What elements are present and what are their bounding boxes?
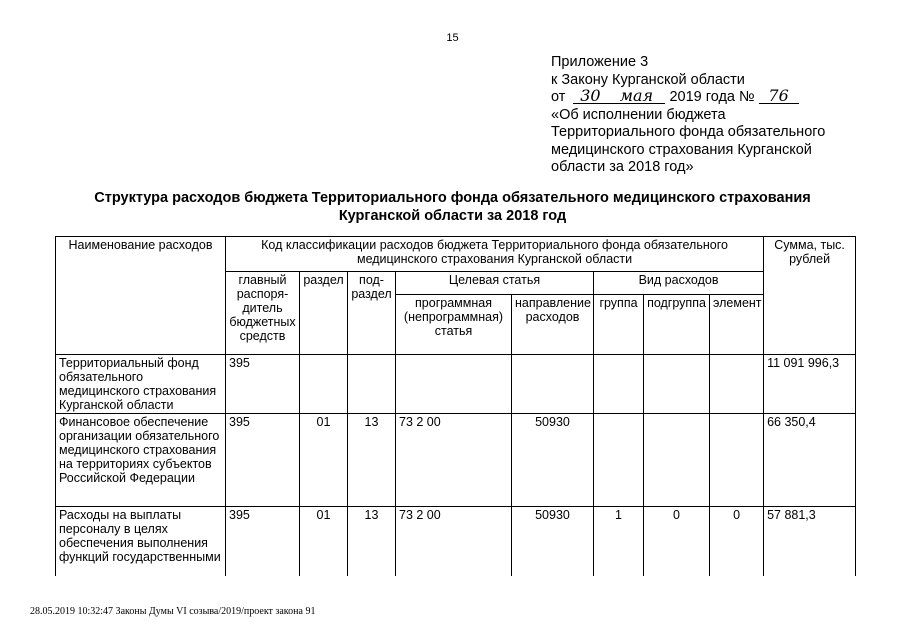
appendix-block: [551, 54, 891, 177]
footer-stamp: 28.05.2019 10:32:47 Законы Думы VI созыва/2019/проект закона 91: [30, 606, 316, 617]
cell-element: 0: [710, 506, 764, 576]
cell-program: 73 2 00: [396, 506, 512, 576]
cell-sum: 66 350,4: [764, 413, 856, 506]
header-target-article: Целевая статья: [396, 272, 594, 295]
appendix-line: «Об исполнении бюджета: [551, 106, 726, 123]
title-line: Структура расходов бюджета Территориального фонда обязательного медицинского страхования: [94, 190, 811, 206]
cell-sum: 11 091 996,3: [764, 354, 856, 413]
cell-subgroup: 0: [644, 506, 710, 576]
cell-group: 1: [594, 506, 644, 576]
cell-group: [594, 354, 644, 413]
header-name: Наименование расходов: [56, 237, 226, 355]
cell-subsection: 13: [348, 506, 396, 576]
cell-element: [710, 413, 764, 506]
cell-name: Финансовое обеспечение организации обязательного медицинского страхования на территориях субъектов Российской Федерации: [56, 413, 226, 506]
cell-subsection: 13: [348, 413, 396, 506]
cell-section: 01: [300, 506, 348, 576]
cell-subsection: [348, 354, 396, 413]
header-sum: Сумма, тыс. рублей: [764, 237, 856, 355]
cell-manager: 395: [226, 506, 300, 576]
cell-element: [710, 354, 764, 413]
cell-program: 73 2 00: [396, 413, 512, 506]
cell-section: 01: [300, 413, 348, 506]
header-group: группа: [594, 294, 644, 354]
header-element: элемент: [710, 294, 764, 354]
appendix-line: Приложение 3: [551, 54, 649, 70]
page-number: 15: [446, 32, 459, 44]
header-expense-type: Вид расходов: [594, 272, 764, 295]
document-title: [40, 189, 865, 225]
header-subgroup: подгруппа: [644, 294, 710, 354]
header-main-manager: главный распоря-дитель бюджетных средств: [226, 272, 300, 354]
header-section: раздел: [300, 272, 348, 354]
appendix-date-line: [551, 86, 891, 107]
cell-name: Территориальный фонд обязательного медицинского страхования Курганской области: [56, 354, 226, 413]
table-row: [56, 413, 856, 506]
header-program: программная (непрограммная) статья: [396, 294, 512, 354]
date-prefix: от: [551, 89, 566, 105]
cell-direction: 50930: [512, 413, 594, 506]
date-year: 2019 года №: [669, 89, 755, 105]
header-direction: направление расходов: [512, 294, 594, 354]
header-subsection: под-раздел: [348, 272, 396, 354]
header-classification: Код классификации расходов бюджета Территориального фонда обязательного медицинского страхования Курганской области: [226, 237, 764, 272]
appendix-line: Территориального фонда обязательного: [551, 124, 826, 140]
expenses-table: [55, 236, 856, 576]
table-row: [56, 354, 856, 413]
cell-sum: 57 881,3: [764, 506, 856, 576]
cell-direction: [512, 354, 594, 413]
cell-manager: 395: [226, 413, 300, 506]
appendix-line: области за 2018 год»: [551, 159, 694, 175]
cell-subgroup: [644, 413, 710, 506]
cell-group: [594, 413, 644, 506]
handwritten-day: 30: [573, 89, 607, 104]
title-line: Курганской области за 2018 год: [338, 208, 567, 224]
cell-section: [300, 354, 348, 413]
handwritten-law-number: 76: [759, 89, 799, 104]
appendix-line: медицинского страхования Курганской: [551, 141, 812, 158]
cell-subgroup: [644, 354, 710, 413]
cell-name: Расходы на выплаты персоналу в целях обеспечения выполнения функций государственными: [56, 506, 226, 576]
cell-program: [396, 354, 512, 413]
header-row: [56, 237, 856, 272]
appendix-line: к Закону Курганской области: [551, 71, 745, 88]
table-row: [56, 506, 856, 576]
cell-manager: 395: [226, 354, 300, 413]
handwritten-month: мая: [607, 89, 665, 104]
cell-direction: 50930: [512, 506, 594, 576]
